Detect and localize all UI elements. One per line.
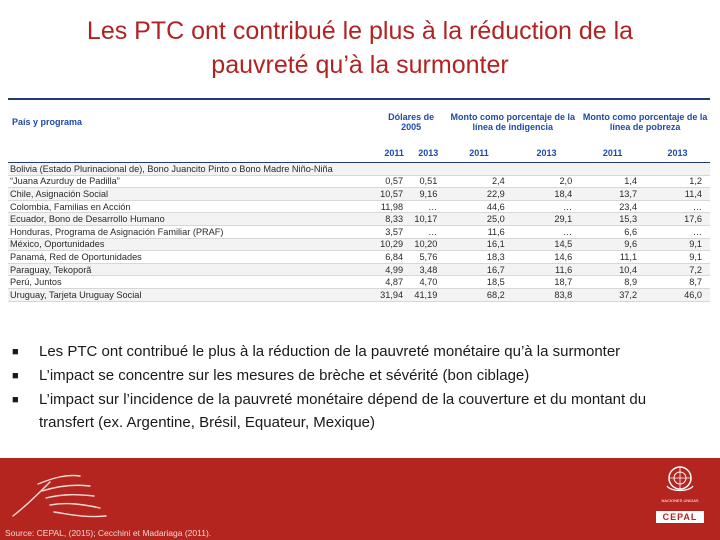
source-note: Source: CEPAL, (2015); Cecchini et Madariaga (2011). (5, 528, 212, 538)
bullet-item (12, 388, 702, 434)
row-label: Uruguay, Tarjeta Uruguay Social (8, 288, 377, 301)
bullet-item (12, 364, 702, 388)
logo-wordmark: CEPAL (656, 511, 704, 523)
year-header: 2011 (445, 144, 512, 163)
row-value: … (645, 200, 710, 213)
title-line-2: pauvreté qu’à la surmonter (211, 51, 509, 79)
row-value: 3,57 (377, 225, 411, 238)
data-table-container (8, 98, 710, 328)
data-table (8, 100, 710, 302)
row-label: Ecuador, Bono de Desarrollo Humano (8, 213, 377, 226)
row-value: 11,1 (580, 251, 645, 264)
row-value: 9,1 (645, 251, 710, 264)
table-row (8, 288, 710, 301)
row-value: 17,6 (645, 213, 710, 226)
row-value: 2,4 (445, 175, 512, 188)
row-value: 11,4 (645, 188, 710, 201)
bullet-text: L’impact sur l’incidence de la pauvreté monétaire dépend de la couverture et du montant du transfert (ex. Argentine, Brésil, Equateur, Mexique) (39, 391, 647, 431)
row-value: 10,4 (580, 263, 645, 276)
bullet-text: L’impact se concentre sur les mesures de brèche et sévérité (bon ciblage) (39, 367, 530, 384)
row-value: 8,33 (377, 213, 411, 226)
header-dollars: Dólares de 2005 (388, 112, 435, 132)
row-value: 9,16 (411, 188, 445, 201)
row-value: … (411, 225, 445, 238)
table-row (8, 175, 710, 188)
row-label: México, Oportunidades (8, 238, 377, 251)
year-header: 2013 (645, 144, 710, 163)
row-value (445, 163, 512, 176)
table-row (8, 225, 710, 238)
row-value: 41,19 (411, 288, 445, 301)
year-header: 2011 (377, 144, 411, 163)
row-value: 15,3 (580, 213, 645, 226)
row-value: 6,6 (580, 225, 645, 238)
row-value: 4,87 (377, 276, 411, 289)
header-poverty: Monto como porcentaje de la línea de pobreza (582, 112, 708, 132)
row-label: Perú, Juntos (8, 276, 377, 289)
row-value: 16,1 (445, 238, 512, 251)
row-value: 1,4 (580, 175, 645, 188)
footer-band (0, 458, 720, 540)
row-value: 44,6 (445, 200, 512, 213)
table-row (8, 276, 710, 289)
row-value: 9,6 (580, 238, 645, 251)
row-value: 11,6 (445, 225, 512, 238)
row-value: 13,7 (580, 188, 645, 201)
bullet-marker: ■ (12, 346, 19, 358)
row-value: 18,4 (513, 188, 580, 201)
row-value: … (411, 200, 445, 213)
row-label: Bolivia (Estado Plurinacional de), Bono Juancito Pinto o Bono Madre Niño-Niña (8, 163, 377, 176)
row-value: 3,48 (411, 263, 445, 276)
row-value: 18,7 (513, 276, 580, 289)
row-value: 10,57 (377, 188, 411, 201)
row-value: 83,8 (513, 288, 580, 301)
row-value (377, 163, 411, 176)
year-header: 2013 (411, 144, 445, 163)
row-value: 29,1 (513, 213, 580, 226)
row-label: Colombia, Familias en Acción (8, 200, 377, 213)
row-value: 8,7 (645, 276, 710, 289)
bullet-list (12, 340, 702, 434)
row-value (645, 163, 710, 176)
table-row (8, 163, 710, 176)
row-value: 14,5 (513, 238, 580, 251)
slide-title (0, 14, 720, 82)
row-label: “Juana Azurduy de Padilla” (8, 175, 377, 188)
row-label: Honduras, Programa de Asignación Familiar (PRAF) (8, 225, 377, 238)
year-spacer (8, 144, 377, 163)
row-value: 0,51 (411, 175, 445, 188)
row-value: 10,20 (411, 238, 445, 251)
row-value: … (645, 225, 710, 238)
row-value: 4,70 (411, 276, 445, 289)
row-label: Chile, Asignación Social (8, 188, 377, 201)
row-value: 23,4 (580, 200, 645, 213)
row-value: 37,2 (580, 288, 645, 301)
title-line-1: Les PTC ont contribué le plus à la réduction de la (86, 17, 634, 45)
bullet-marker: ■ (12, 370, 19, 382)
un-emblem-icon (663, 464, 697, 494)
row-value: 5,76 (411, 251, 445, 264)
row-value: 68,2 (445, 288, 512, 301)
row-value: 6,84 (377, 251, 411, 264)
header-indigence: Monto como porcentaje de la línea de indigencia (450, 112, 576, 132)
row-value: 9,1 (645, 238, 710, 251)
row-value: 2,0 (513, 175, 580, 188)
row-value: 18,3 (445, 251, 512, 264)
row-value: 18,5 (445, 276, 512, 289)
row-value: 11,6 (513, 263, 580, 276)
bullet-text: Les PTC ont contribué le plus à la réduction de la pauvreté monétaire qu’à la surmonter (39, 343, 621, 360)
table-row (8, 213, 710, 226)
row-value: 10,17 (411, 213, 445, 226)
table-row (8, 263, 710, 276)
header-country: País y programa (12, 117, 83, 127)
hands-logo-icon (8, 464, 118, 524)
table-row (8, 188, 710, 201)
logo-caption: NACIONES UNIDAS (661, 498, 699, 503)
row-value: 31,94 (377, 288, 411, 301)
row-value: 7,2 (645, 263, 710, 276)
row-value: … (513, 200, 580, 213)
row-value: … (513, 225, 580, 238)
row-label: Panamá, Red de Oportunidades (8, 251, 377, 264)
bullet-item (12, 340, 702, 364)
table-row (8, 251, 710, 264)
table-body (8, 163, 710, 302)
row-value: 8,9 (580, 276, 645, 289)
cepal-logo (656, 464, 704, 523)
row-value: 11,98 (377, 200, 411, 213)
row-value: 22,9 (445, 188, 512, 201)
table-row (8, 200, 710, 213)
table-year-row (8, 144, 710, 163)
bullet-marker: ■ (12, 394, 19, 406)
row-value: 0,57 (377, 175, 411, 188)
row-value: 4,99 (377, 263, 411, 276)
table-row (8, 238, 710, 251)
row-label: Paraguay, Tekoporã (8, 263, 377, 276)
row-value: 1,2 (645, 175, 710, 188)
row-value: 46,0 (645, 288, 710, 301)
year-header: 2011 (580, 144, 645, 163)
row-value: 25,0 (445, 213, 512, 226)
row-value: 16,7 (445, 263, 512, 276)
row-value: 14,6 (513, 251, 580, 264)
row-value (513, 163, 580, 176)
row-value (580, 163, 645, 176)
row-value: 10,29 (377, 238, 411, 251)
row-value (411, 163, 445, 176)
table-header-row (8, 100, 710, 144)
year-header: 2013 (513, 144, 580, 163)
